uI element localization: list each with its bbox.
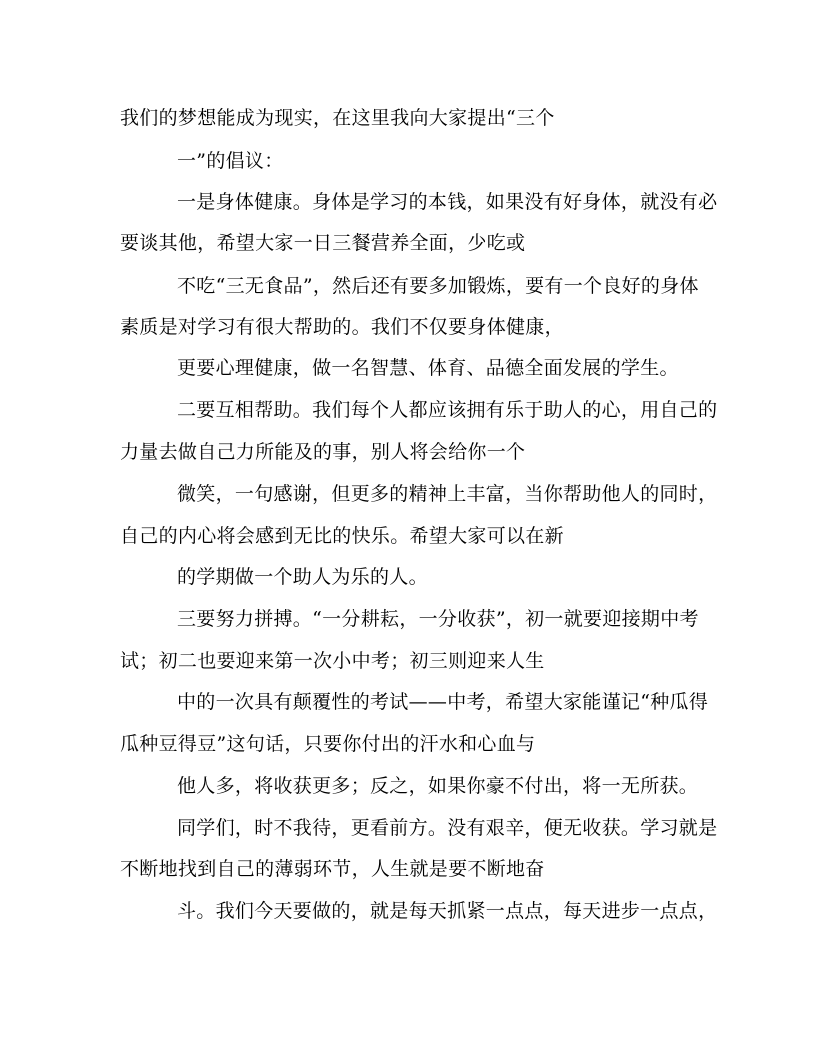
text-line: 他人多，将收获更多；反之，如果你豪不付出，将一无所获。 (177, 775, 699, 797)
text-line: 不断地找到自己的薄弱环节，人生就是要不断地奋 (120, 858, 545, 880)
text-line: 二要互相帮助。我们每个人都应该拥有乐于助人的心，用自己的 (177, 399, 718, 421)
text-line: 斗。我们今天要做的，就是每天抓紧一点点，每天进步一点点， (177, 900, 718, 922)
text-line: 一”的倡议： (177, 150, 284, 172)
text-line: 力量去做自己力所能及的事，别人将会给你一个 (120, 441, 526, 463)
text-line: 要谈其他，希望大家一日三餐营养全面，少吃或 (120, 232, 526, 254)
text-line: 更要心理健康，做一名智慧、体育、品德全面发展的学生。 (177, 357, 679, 379)
text-line: 自己的内心将会感到无比的快乐。希望大家可以在新 (120, 525, 564, 547)
text-line: 瓜种豆得豆”这句话，只要你付出的汗水和心血与 (120, 733, 536, 755)
text-line: 我们的梦想能成为现实，在这里我向大家提出“三个 (120, 107, 555, 129)
text-line: 中的一次具有颠覆性的考试——中考，希望大家能谨记“种瓜得 (177, 691, 709, 713)
text-line: 一是身体健康。身体是学习的本钱，如果没有好身体，就没有必 (177, 191, 718, 213)
text-line: 的学期做一个助人为乐的人。 (177, 566, 428, 588)
text-line: 三要努力拼搏。“一分耕耘，一分收获”，初一就要迎接期中考 (177, 608, 699, 630)
text-line: 微笑，一句感谢，但更多的精神上丰富，当你帮助他人的同时， (177, 483, 718, 505)
text-line: 不吃“三无食品”，然后还有要多加锻炼，要有一个良好的身体 (177, 275, 699, 297)
text-line: 试；初二也要迎来第一次小中考；初三则迎来人生 (120, 650, 545, 672)
text-line: 素质是对学习有很大帮助的。我们不仅要身体健康， (120, 316, 564, 338)
text-line: 同学们，时不我待，更看前方。没有艰辛，便无收获。学习就是 (177, 817, 718, 839)
